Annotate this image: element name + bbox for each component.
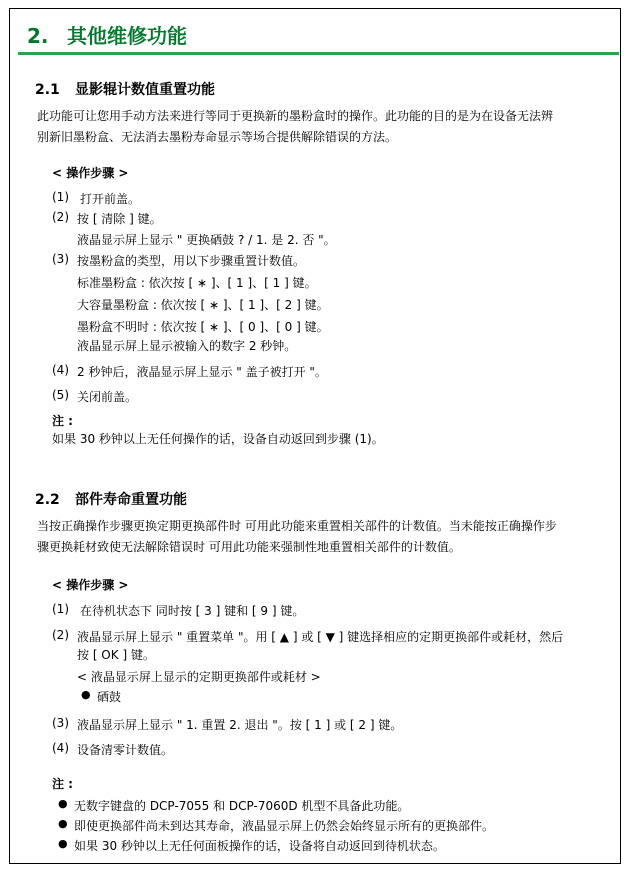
step-subtext: < 液晶显示屏上显示的定期更换部件或耗材 > xyxy=(77,670,321,684)
chapter-title xyxy=(27,20,187,49)
note-label: 注 : xyxy=(52,777,73,791)
section-2-1-heading xyxy=(35,79,215,99)
part-item: 硒鼓 xyxy=(97,690,122,704)
step-text-continued: 按 [ OK ] 键。 xyxy=(77,648,155,662)
intro-line: 此功能可让您用手动方法来进行等同于更换新的墨粉盒时的操作。此功能的目的是为在设备无法辨 xyxy=(37,109,554,123)
step-number: (4) xyxy=(52,363,69,377)
step-text: 液晶显示屏上显示 " 重置菜单 "。用 [ ▲ ] 或 [ ▼ ] 键选择相应的定期更换部件或耗材，然后 xyxy=(77,630,564,644)
note-item: 如果 30 秒钟以上无任何面板操作的话，设备将自动返回到待机状态。 xyxy=(74,839,445,853)
chapter-title-text: 其他维修功能 xyxy=(67,24,187,48)
note-text: 如果 30 秒钟以上无任何操作的话，设备自动返回到步骤 (1)。 xyxy=(52,432,384,446)
step-subtext: 标准墨粉盒 : 依次按 [ ∗ ]、[ 1 ]、[ 1 ] 键。 xyxy=(77,276,317,290)
step-subtext: 大容量墨粉盒 : 依次按 [ ∗ ]、[ 1 ]、[ 2 ] 键。 xyxy=(77,298,329,312)
intro-line: 当按正确操作步骤更换定期更换部件时 可用此功能来重置相关部件的计数值。当未能按正确操作步 xyxy=(37,519,557,533)
step-text: 打开前盖。 xyxy=(80,192,141,206)
title-rule xyxy=(18,52,619,55)
chapter-number: 2. xyxy=(27,24,49,48)
section-2-2-heading xyxy=(35,489,187,509)
section-number: 2.1 xyxy=(35,82,60,98)
step-text: 液晶显示屏上显示 " 1. 重置 2. 退出 "。按 [ 1 ] 或 [ 2 ] 键。 xyxy=(77,718,403,732)
section-heading-text: 部件寿命重置功能 xyxy=(75,492,187,508)
step-text: 按 [ 清除 ] 键。 xyxy=(77,212,162,226)
steps-heading: < 操作步骤 > xyxy=(52,578,129,592)
step-number: (1) xyxy=(52,190,69,204)
step-number: (3) xyxy=(52,252,69,266)
step-number: (1) xyxy=(52,602,69,616)
note-item: 无数字键盘的 DCP-7055 和 DCP-7060D 机型不具备此功能。 xyxy=(74,799,410,813)
step-number: (3) xyxy=(52,716,69,730)
step-text: 在待机状态下 同时按 [ 3 ] 键和 [ 9 ] 键。 xyxy=(80,604,305,618)
step-text: 2 秒钟后，液晶显示屏上显示 " 盖子被打开 "。 xyxy=(77,365,327,379)
intro-line: 骤更换耗材致使无法解除错误时 可用此功能来强制性地重置相关部件的计数值。 xyxy=(37,540,461,554)
step-text: 按墨粉盒的类型，用以下步骤重置计数值。 xyxy=(77,254,306,268)
step-text: 关闭前盖。 xyxy=(77,390,138,404)
note-item: 即使更换部件尚未到达其寿命，液晶显示屏上仍然会始终显示所有的更换部件。 xyxy=(74,819,495,833)
steps-heading: < 操作步骤 > xyxy=(52,166,129,180)
step-number: (5) xyxy=(52,388,69,402)
step-number: (2) xyxy=(52,210,69,224)
bullet-icon: ● xyxy=(58,817,68,830)
section-heading-text: 显影辊计数值重置功能 xyxy=(75,82,215,98)
intro-line: 别新旧墨粉盒、无法消去墨粉寿命显示等场合提供解除错误的方法。 xyxy=(37,130,398,144)
note-label: 注 : xyxy=(52,414,73,428)
step-subtext: 液晶显示屏上显示 " 更换硒鼓 ? / 1. 是 2. 否 "。 xyxy=(77,233,336,247)
bullet-icon: ● xyxy=(58,797,68,810)
step-subtext: 液晶显示屏上显示被输入的数字 2 秒钟。 xyxy=(77,339,297,353)
bullet-icon: ● xyxy=(58,837,68,850)
section-number: 2.2 xyxy=(35,492,60,508)
step-subtext: 墨粉盒不明时 : 依次按 [ ∗ ]、[ 0 ]、[ 0 ] 键。 xyxy=(77,320,329,334)
step-number: (2) xyxy=(52,628,69,642)
bullet-icon: ● xyxy=(81,688,91,701)
step-text: 设备清零计数值。 xyxy=(77,743,174,757)
step-number: (4) xyxy=(52,741,69,755)
